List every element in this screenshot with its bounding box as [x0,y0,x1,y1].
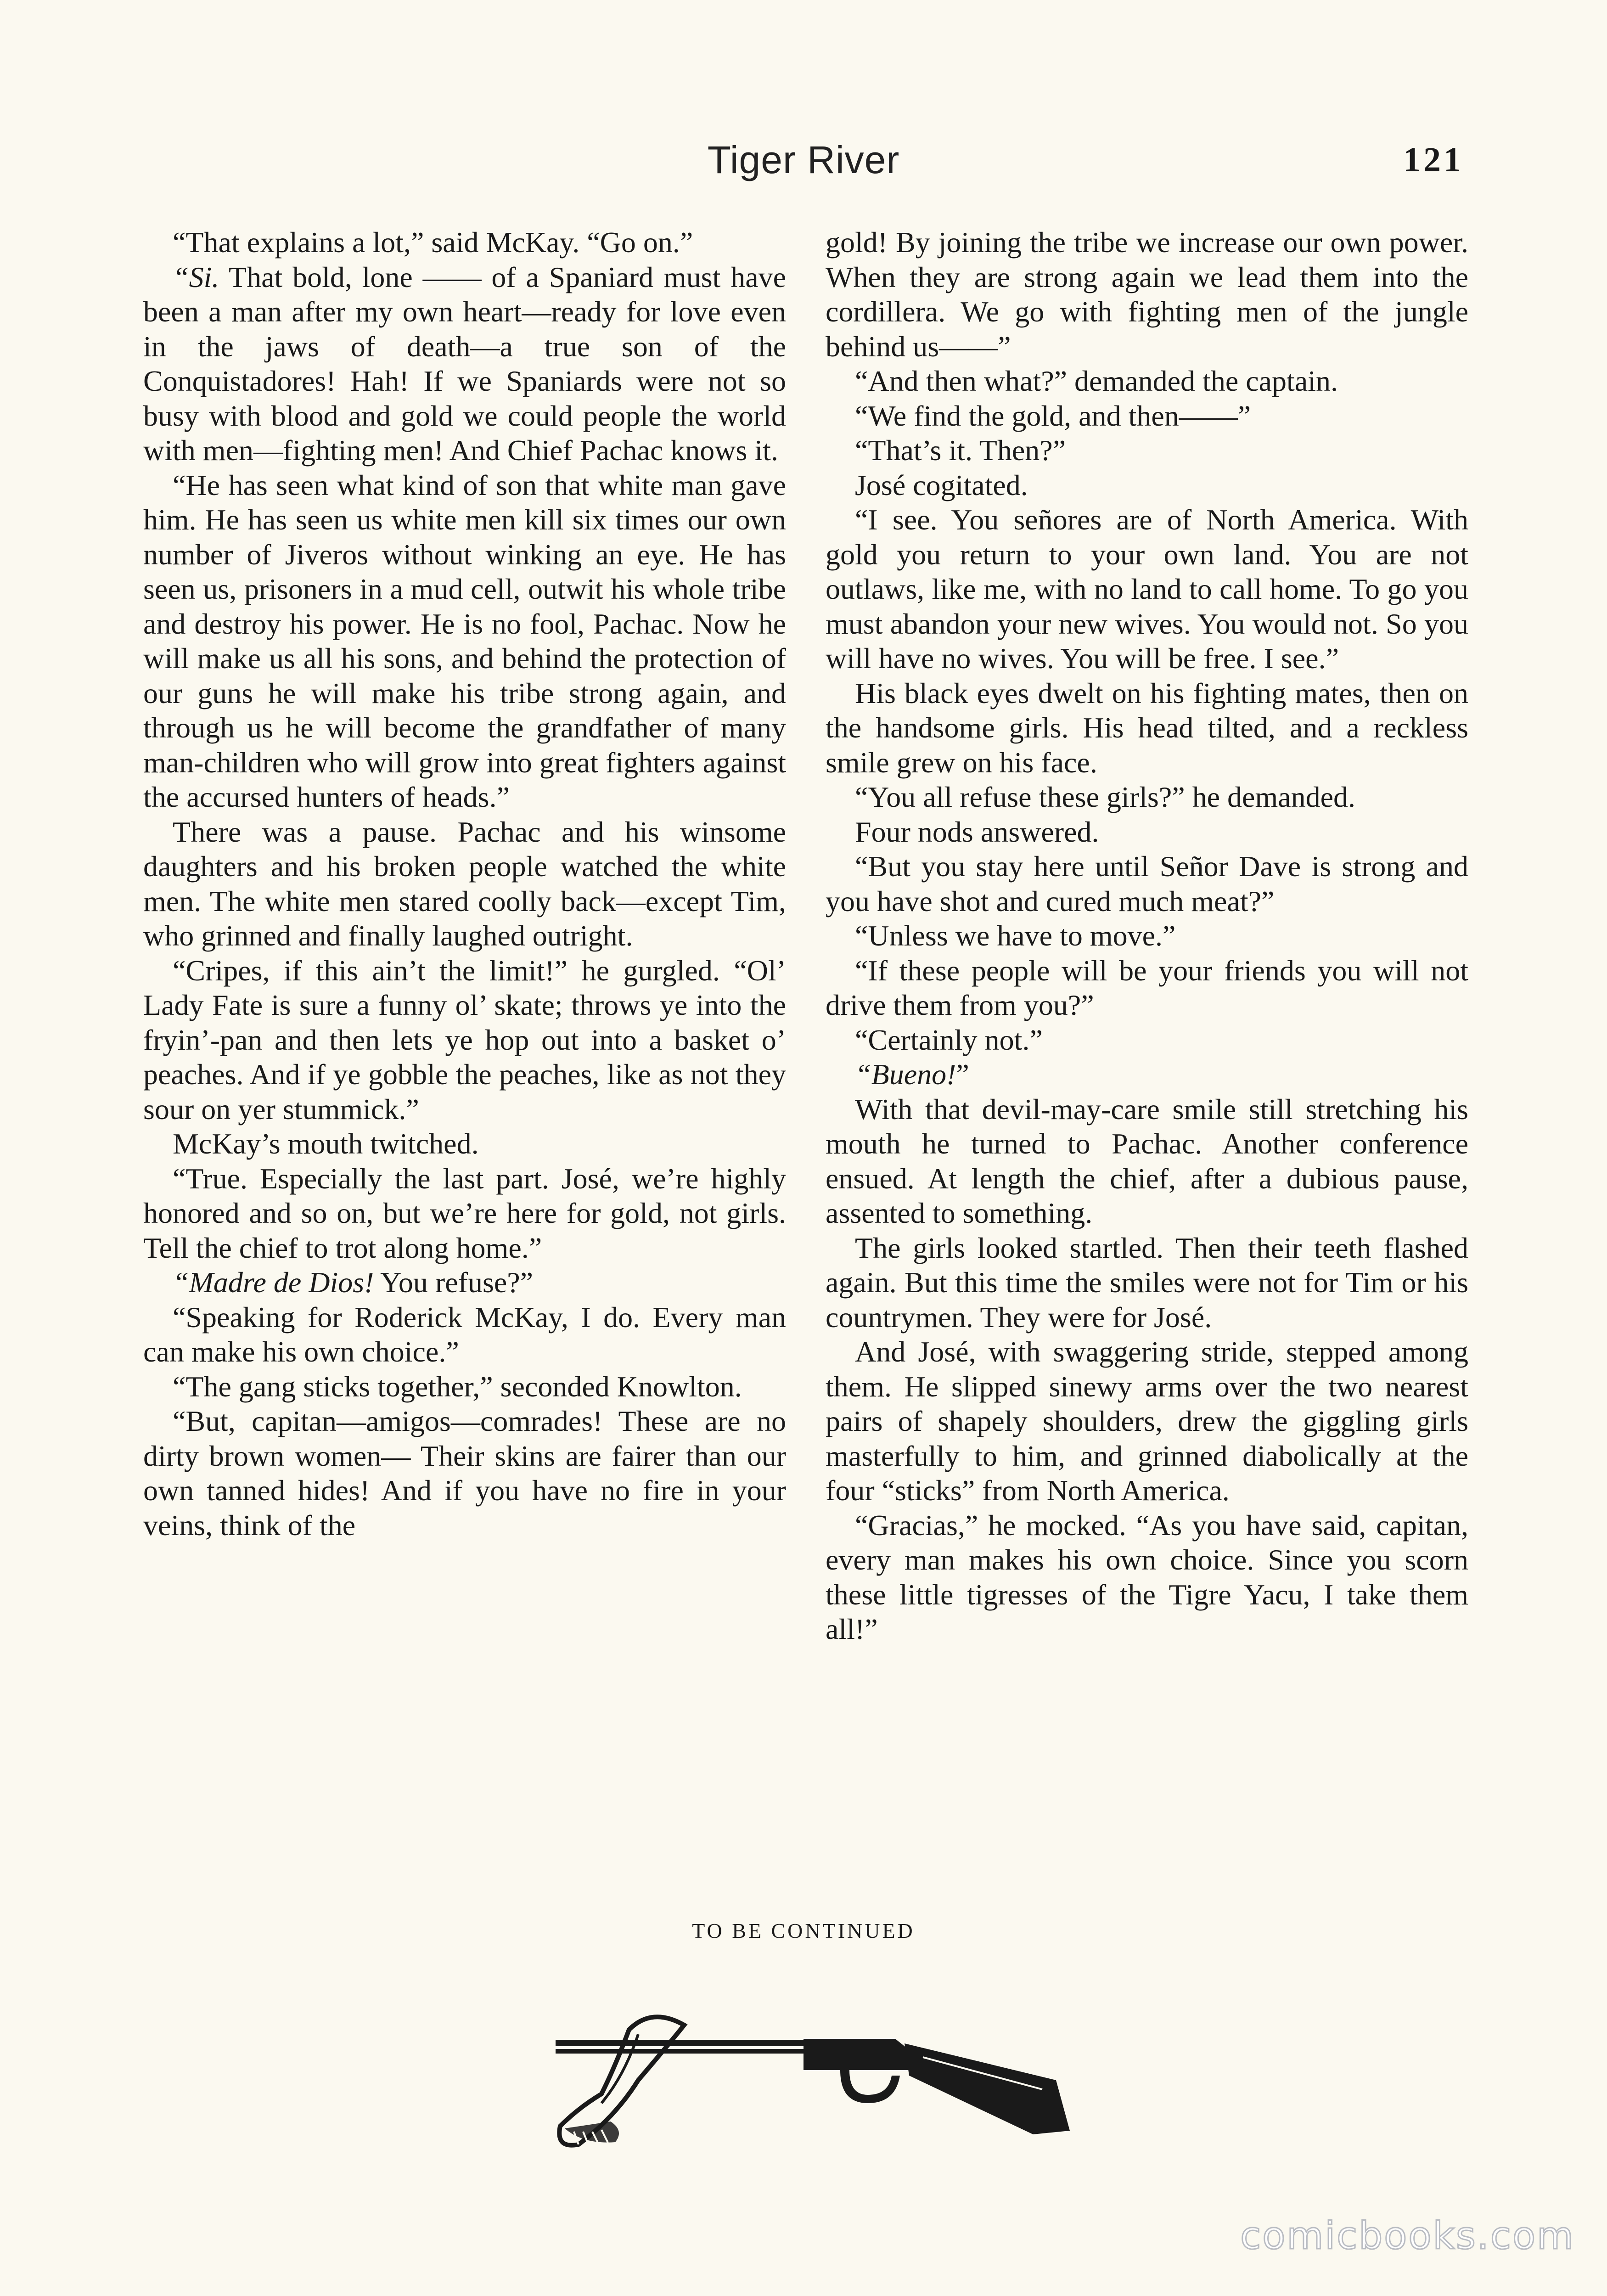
paragraph: The girls looked startled. Then their teeth flashed again. But this time the smiles were not for Tim or his countrymen. They were for José. [826,1231,1468,1334]
watermark: comicbooks.com [1240,2214,1575,2258]
left-text-column [143,225,786,1542]
paragraph: “He has seen what kind of son that white man gave him. He has seen us white men kill six times our own number of Jiveros without winking an eye. He has seen us, prisoners in a mud cell, outwit his whole tribe and destroy his power. He is no fool, Pachac. Now he will make us all his sons, and behind the protection of our guns he will make his tribe strong again, and through us he will become the grandfather of many man-children who will grow into great fighters against the accursed hunters of heads.” [143,468,786,813]
to-be-continued: TO BE CONTINUED [692,1919,915,1942]
paragraph: “Gracias,” he mocked. “As you have said, capitan, every man makes his own choice. Since you scorn these little tigresses of the Tigre Yacu, I take them all!” [826,1508,1468,1645]
paragraph: And José, with swaggering stride, stepped among them. He slipped sinewy arms over the two nearest pairs of shapely shoulders, drew the giggling girls masterfully to him, and grinned diabolically at the four “sticks” from North America. [826,1335,1468,1507]
paragraph: “Cripes, if this ain’t the limit!” he gurgled. “Ol’ Lady Fate is sure a funny ol’ skate; throws ye into the fryin’-pan and then lets ye hop out into a basket o’ peaches. And if ye gobble the peaches, like as not they sour on yer stummick.” [143,954,786,1125]
paragraph: McKay’s mouth twitched. [173,1127,479,1160]
paragraph: Four nods answered. [855,815,1099,848]
paragraph: His black eyes dwelt on his fighting mates, then on the handsome girls. His head tilted, and a reckless smile grew on his face. [826,676,1468,779]
paragraph: José cogitated. [855,468,1028,501]
paragraph: “But you stay here until Señor Dave is strong and you have shot and cured much meat?” [826,850,1468,917]
paragraph: gold! By joining the tribe we increase our own power. When they are strong again we lead them into the cordillera. We go with fighting men of the jungle behind us——” [826,226,1468,363]
paragraph: “Certainly not.” [855,1023,1043,1056]
paragraph: “But, capitan—amigos—comrades! These are no dirty brown women— Their skins are fairer than our own tanned hides! And if you have no fire in your veins, think of the [143,1405,786,1542]
paragraph: “Unless we have to move.” [855,919,1176,952]
paragraph: There was a pause. Pachac and his winsome daughters and his broken people watched the white men. The white men stared coolly back—except Tim, who grinned and finally laughed outright. [143,815,786,952]
paragraph: “Bueno!” [855,1058,969,1091]
paragraph: “You all refuse these girls?” he demanded. [855,781,1356,813]
paragraph: “If these people will be your friends you will not drive them from you?” [826,954,1468,1021]
paragraph: “That explains a lot,” said McKay. “Go on.” [173,226,693,259]
paragraph: “True. Especially the last part. José, we’re highly honored and so on, but we’re here for gold, not girls. Tell the chief to trot along home.” [143,1162,786,1264]
rifle-with-feathered-strap-icon [546,2011,1079,2158]
right-text-column [826,225,1468,1647]
page-number: 121 [1403,141,1464,179]
paragraph: “Madre de Dios! You refuse?” [173,1266,534,1299]
running-header-title: Tiger River [707,138,900,181]
paragraph: “Speaking for Roderick McKay, I do. Every man can make his own choice.” [143,1300,786,1368]
paragraph: “That’s it. Then?” [855,434,1066,467]
paragraph: “We find the gold, and then——” [855,399,1251,432]
paragraph: “I see. You señores are of North America. With gold you return to your own land. You are not outlaws, like me, with no land to call home. To go you must abandon your new wives. You would not. So you will have no wives. You will be free. I see.” [826,503,1468,675]
paragraph: “The gang sticks together,” seconded Knowlton. [173,1370,742,1403]
paragraph: “And then what?” demanded the captain. [855,365,1338,397]
paragraph: “Si. That bold, lone —— of a Spaniard must have been a man after my own heart—ready for love even in the jaws of death—a true son of the Conquistadores! Hah! If we Spaniards were not so busy with blood and gold we could people the world with men—fighting men! And Chief Pachac knows it. [143,260,786,467]
paragraph: With that devil-may-care smile still stretching his mouth he turned to Pachac. Another conference ensued. At length the chief, after a dubious pause, assented to something. [826,1092,1468,1229]
